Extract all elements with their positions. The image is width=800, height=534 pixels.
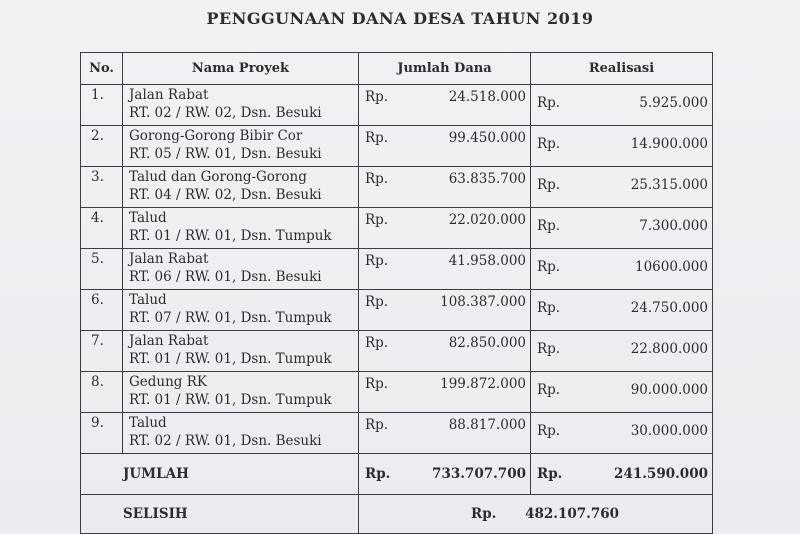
total-label: JUMLAH [81,454,359,495]
jumlah-dana-value: 99.450.000 [448,130,526,146]
realisasi-cell [531,208,713,249]
project-location: RT. 01 / RW. 01, Dsn. Tumpuk [129,228,332,244]
header-nama-proyek: Nama Proyek [123,53,359,85]
jumlah-dana-cell [359,85,531,126]
jumlah-dana-cell [359,290,531,331]
realisasi-cell [531,331,713,372]
project-location: RT. 02 / RW. 02, Dsn. Besuki [129,105,322,121]
currency-label: Rp. [365,417,389,433]
jumlah-dana-cell [359,413,531,454]
total-row [81,454,713,495]
project-location: RT. 01 / RW. 01, Dsn. Tumpuk [129,351,332,367]
total-realisasi-value: 241.590.000 [614,466,708,482]
realisasi-value: 22.800.000 [630,341,708,357]
project-location: RT. 04 / RW. 02, Dsn. Besuki [129,187,322,203]
project-name-cell [123,167,359,208]
currency-label: Rp. [537,423,561,439]
project-name-cell [123,126,359,167]
currency-label: Rp. [537,218,561,234]
currency-label: Rp. [365,335,389,351]
jumlah-dana-value: 41.958.000 [448,253,526,269]
total-realisasi-cell [531,454,713,495]
realisasi-value: 90.000.000 [630,382,708,398]
currency-label: Rp. [537,259,561,275]
currency-label: Rp. [365,130,389,146]
project-location: RT. 01 / RW. 01, Dsn. Tumpuk [129,392,332,408]
currency-label: Rp. [365,253,389,269]
currency-label: Rp. [471,506,497,522]
project-location: RT. 02 / RW. 01, Dsn. Besuki [129,433,322,449]
realisasi-cell [531,372,713,413]
document-title: PENGGUNAAN DANA DESA TAHUN 2019 [206,9,594,28]
table-row [81,167,713,208]
row-number: 6. [81,290,123,331]
project-name: Gedung RK [129,374,207,390]
currency-label: Rp. [537,177,561,193]
row-number: 2. [81,126,123,167]
realisasi-value: 14.900.000 [630,136,708,152]
row-number: 9. [81,413,123,454]
jumlah-dana-cell [359,331,531,372]
currency-label: Rp. [365,294,389,310]
project-location: RT. 06 / RW. 01, Dsn. Besuki [129,269,322,285]
project-name: Talud [129,210,167,226]
currency-label: Rp. [537,382,561,398]
realisasi-cell [531,290,713,331]
currency-label: Rp. [537,300,561,316]
project-name: Talud [129,415,167,431]
project-name: Jalan Rabat [129,251,209,267]
row-number: 5. [81,249,123,290]
realisasi-value: 25.315.000 [630,177,708,193]
header-no: No. [81,53,123,85]
table-row [81,290,713,331]
jumlah-dana-value: 199.872.000 [440,376,526,392]
budget-table [80,52,713,534]
project-name-cell [123,85,359,126]
jumlah-dana-cell [359,208,531,249]
project-name: Jalan Rabat [129,333,209,349]
currency-label: Rp. [365,89,389,105]
table-row [81,208,713,249]
project-location: RT. 07 / RW. 01, Dsn. Tumpuk [129,310,332,326]
realisasi-value: 30.000.000 [630,423,708,439]
realisasi-cell [531,249,713,290]
jumlah-dana-value: 24.518.000 [448,89,526,105]
total-jumlah-value: 733.707.700 [432,466,526,482]
realisasi-value: 10600.000 [634,259,708,275]
realisasi-value: 24.750.000 [630,300,708,316]
currency-label: Rp. [537,466,563,482]
table-row [81,126,713,167]
selisih-cell [359,495,713,534]
realisasi-value: 5.925.000 [639,95,708,111]
row-number: 8. [81,372,123,413]
jumlah-dana-cell [359,372,531,413]
row-number: 1. [81,85,123,126]
currency-label: Rp. [537,136,561,152]
currency-label: Rp. [537,341,561,357]
header-jumlah-dana: Jumlah Dana [359,53,531,85]
table-header-row [81,53,713,85]
table-row [81,249,713,290]
realisasi-cell [531,413,713,454]
currency-label: Rp. [365,171,389,187]
jumlah-dana-cell [359,167,531,208]
project-location: RT. 05 / RW. 01, Dsn. Besuki [129,146,322,162]
project-name: Jalan Rabat [129,87,209,103]
realisasi-value: 7.300.000 [639,218,708,234]
realisasi-cell [531,126,713,167]
project-name-cell [123,290,359,331]
project-name-cell [123,249,359,290]
realisasi-cell [531,85,713,126]
project-name: Talud [129,292,167,308]
jumlah-dana-value: 108.387.000 [440,294,526,310]
table-row [81,413,713,454]
currency-label: Rp. [365,376,389,392]
table-row [81,331,713,372]
jumlah-dana-value: 82.850.000 [448,335,526,351]
project-name-cell [123,372,359,413]
project-name-cell [123,331,359,372]
table-row [81,372,713,413]
jumlah-dana-value: 63.835.700 [448,171,526,187]
project-name-cell [123,413,359,454]
currency-label: Rp. [537,95,561,111]
project-name-cell [123,208,359,249]
row-number: 3. [81,167,123,208]
row-number: 7. [81,331,123,372]
table-row [81,85,713,126]
total-jumlah-cell [359,454,531,495]
selisih-row [81,495,713,534]
project-name: Talud dan Gorong-Gorong [129,169,307,185]
selisih-label: SELISIH [81,495,359,534]
realisasi-cell [531,167,713,208]
jumlah-dana-value: 22.020.000 [448,212,526,228]
jumlah-dana-cell [359,249,531,290]
jumlah-dana-value: 88.817.000 [448,417,526,433]
row-number: 4. [81,208,123,249]
header-realisasi: Realisasi [531,53,713,85]
project-name: Gorong-Gorong Bibir Cor [129,128,303,144]
currency-label: Rp. [365,466,391,482]
jumlah-dana-cell [359,126,531,167]
selisih-value: 482.107.760 [525,506,620,522]
currency-label: Rp. [365,212,389,228]
